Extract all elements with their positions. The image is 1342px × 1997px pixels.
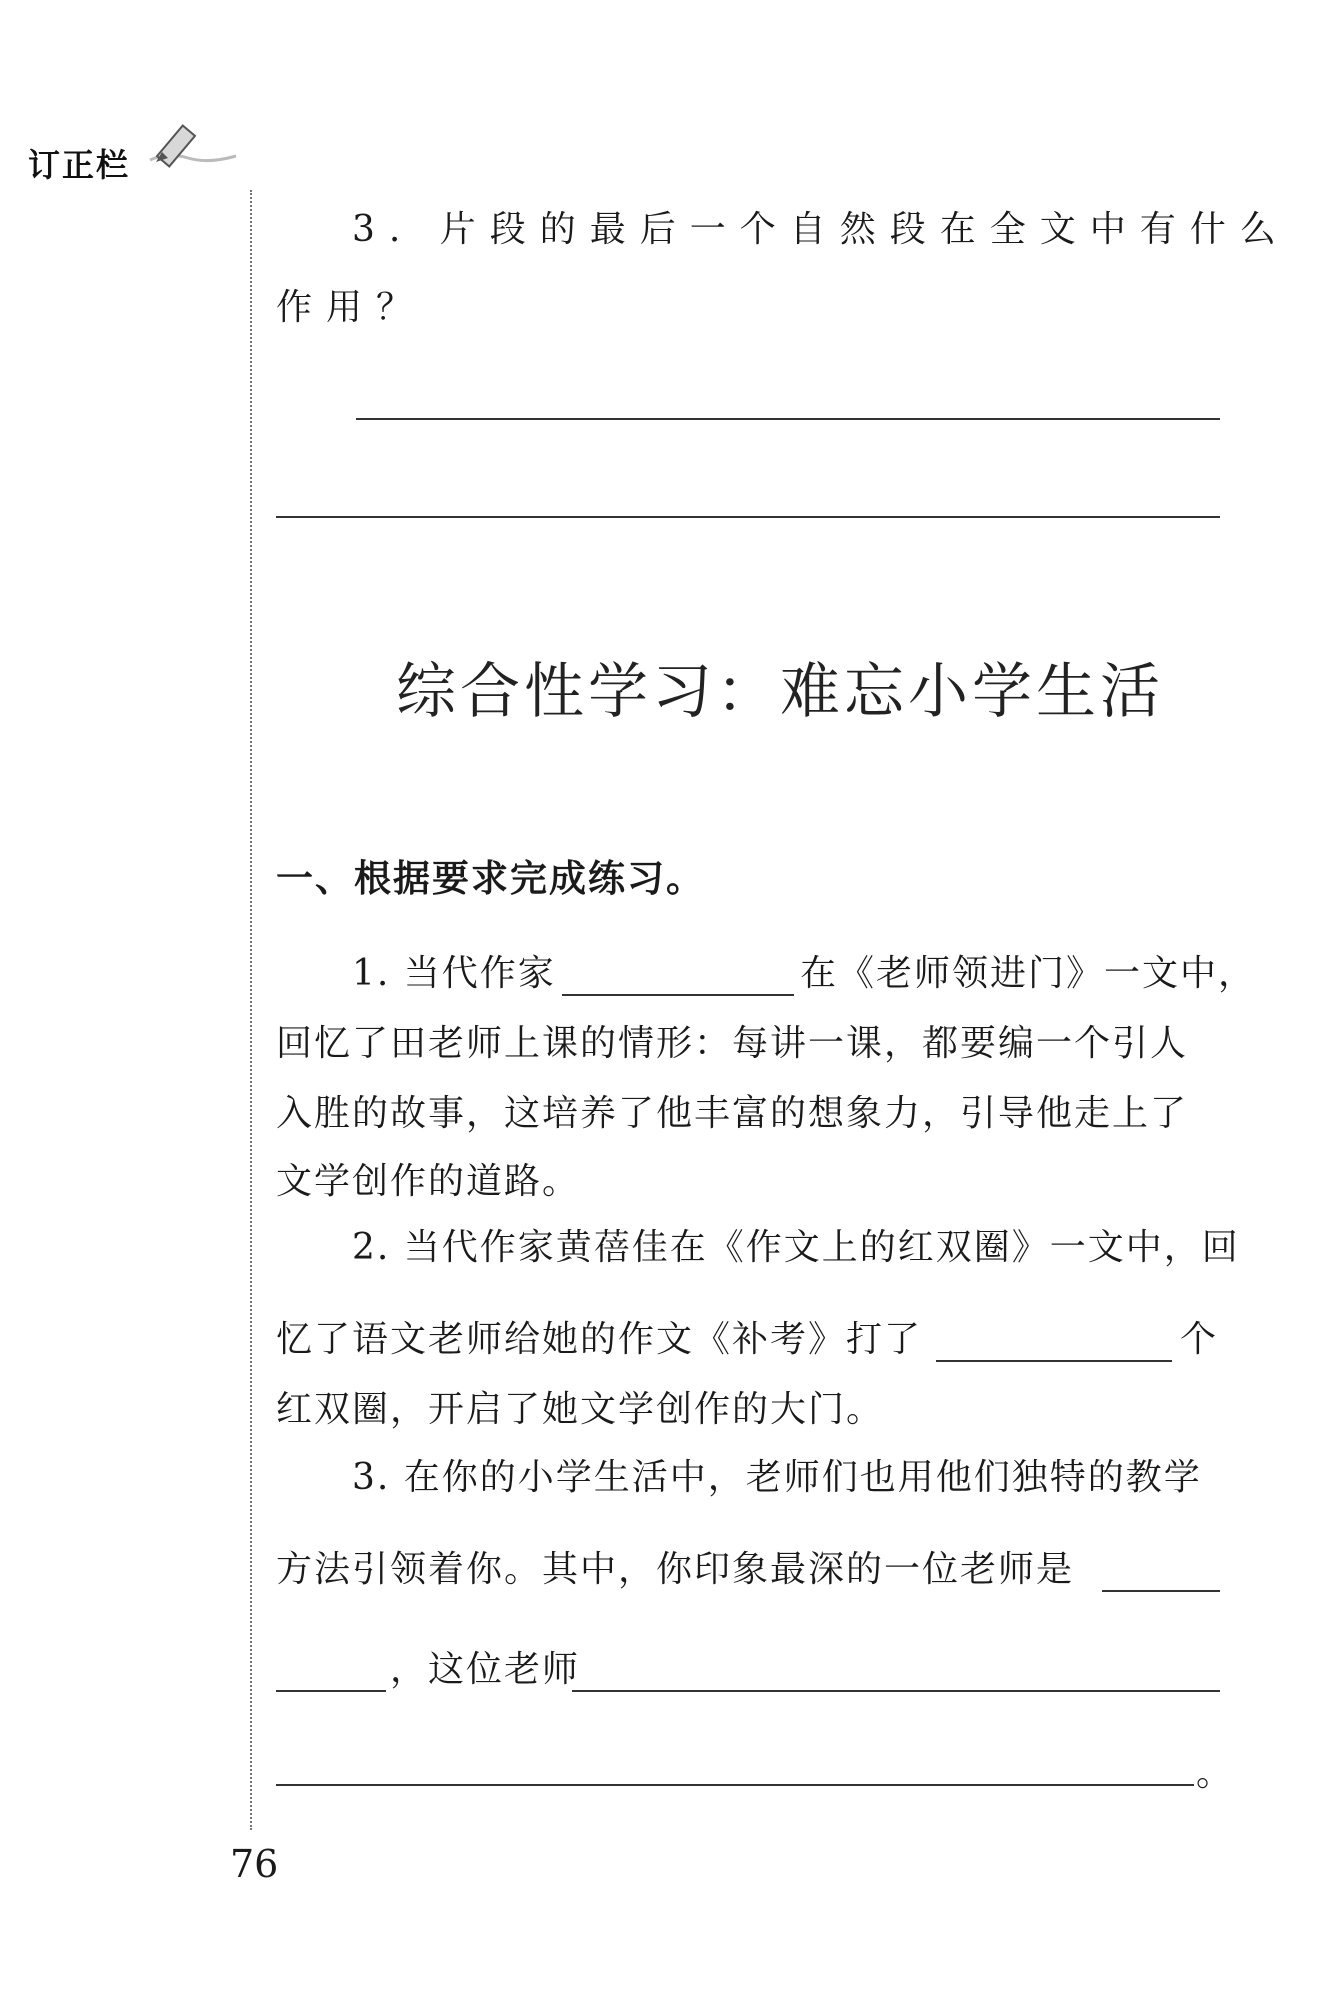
item-text: 回忆了田老师上课的情形：每讲一课，都要编一个引人 <box>276 1023 1189 1064</box>
fill-blank[interactable] <box>276 1690 386 1692</box>
answer-line[interactable] <box>276 516 1220 518</box>
fill-blank[interactable] <box>1102 1590 1220 1592</box>
fill-blank[interactable] <box>572 1690 1220 1692</box>
item-text: 忆了语文老师给她的作文《补考》打了 <box>276 1319 923 1360</box>
item-text: 3. 在你的小学生活中，老师们也用他们独特的教学 <box>352 1457 1202 1498</box>
item-text: 2. 当代作家黄蓓佳在《作文上的红双圈》一文中，回 <box>352 1227 1240 1268</box>
item-text: 在《老师领进门》一文中， <box>800 953 1257 994</box>
item-text: ，这位老师 <box>390 1649 581 1690</box>
item-text: 文学创作的道路。 <box>276 1161 581 1202</box>
section-title: 综合性学习：难忘小学生活 <box>396 657 1164 727</box>
pencil-icon <box>148 112 238 172</box>
fill-blank[interactable] <box>936 1360 1172 1362</box>
question-text: 3. 片段的最后一个自然段在全文中有什么 <box>352 209 1290 250</box>
item-text: 入胜的故事，这培养了他丰富的想象力，引导他走上了 <box>276 1093 1189 1134</box>
correction-column-label: 订正栏 <box>28 146 131 184</box>
item-text: 。 <box>1196 1753 1235 1794</box>
item-text: 个 <box>1180 1319 1219 1360</box>
margin-divider <box>250 190 252 1830</box>
item-text: 1. 当代作家 <box>352 953 556 994</box>
exercise-heading: 一、根据要求完成练习。 <box>276 857 705 900</box>
answer-line[interactable] <box>356 418 1220 420</box>
item-text: 红双圈，开启了她文学创作的大门。 <box>276 1389 885 1430</box>
fill-blank[interactable] <box>276 1784 1194 1786</box>
item-text: 方法引领着你。其中，你印象最深的一位老师是 <box>276 1549 1075 1590</box>
fill-blank[interactable] <box>562 994 794 996</box>
page-number: 76 <box>230 1842 279 1886</box>
question-text: 作用？ <box>276 287 427 328</box>
